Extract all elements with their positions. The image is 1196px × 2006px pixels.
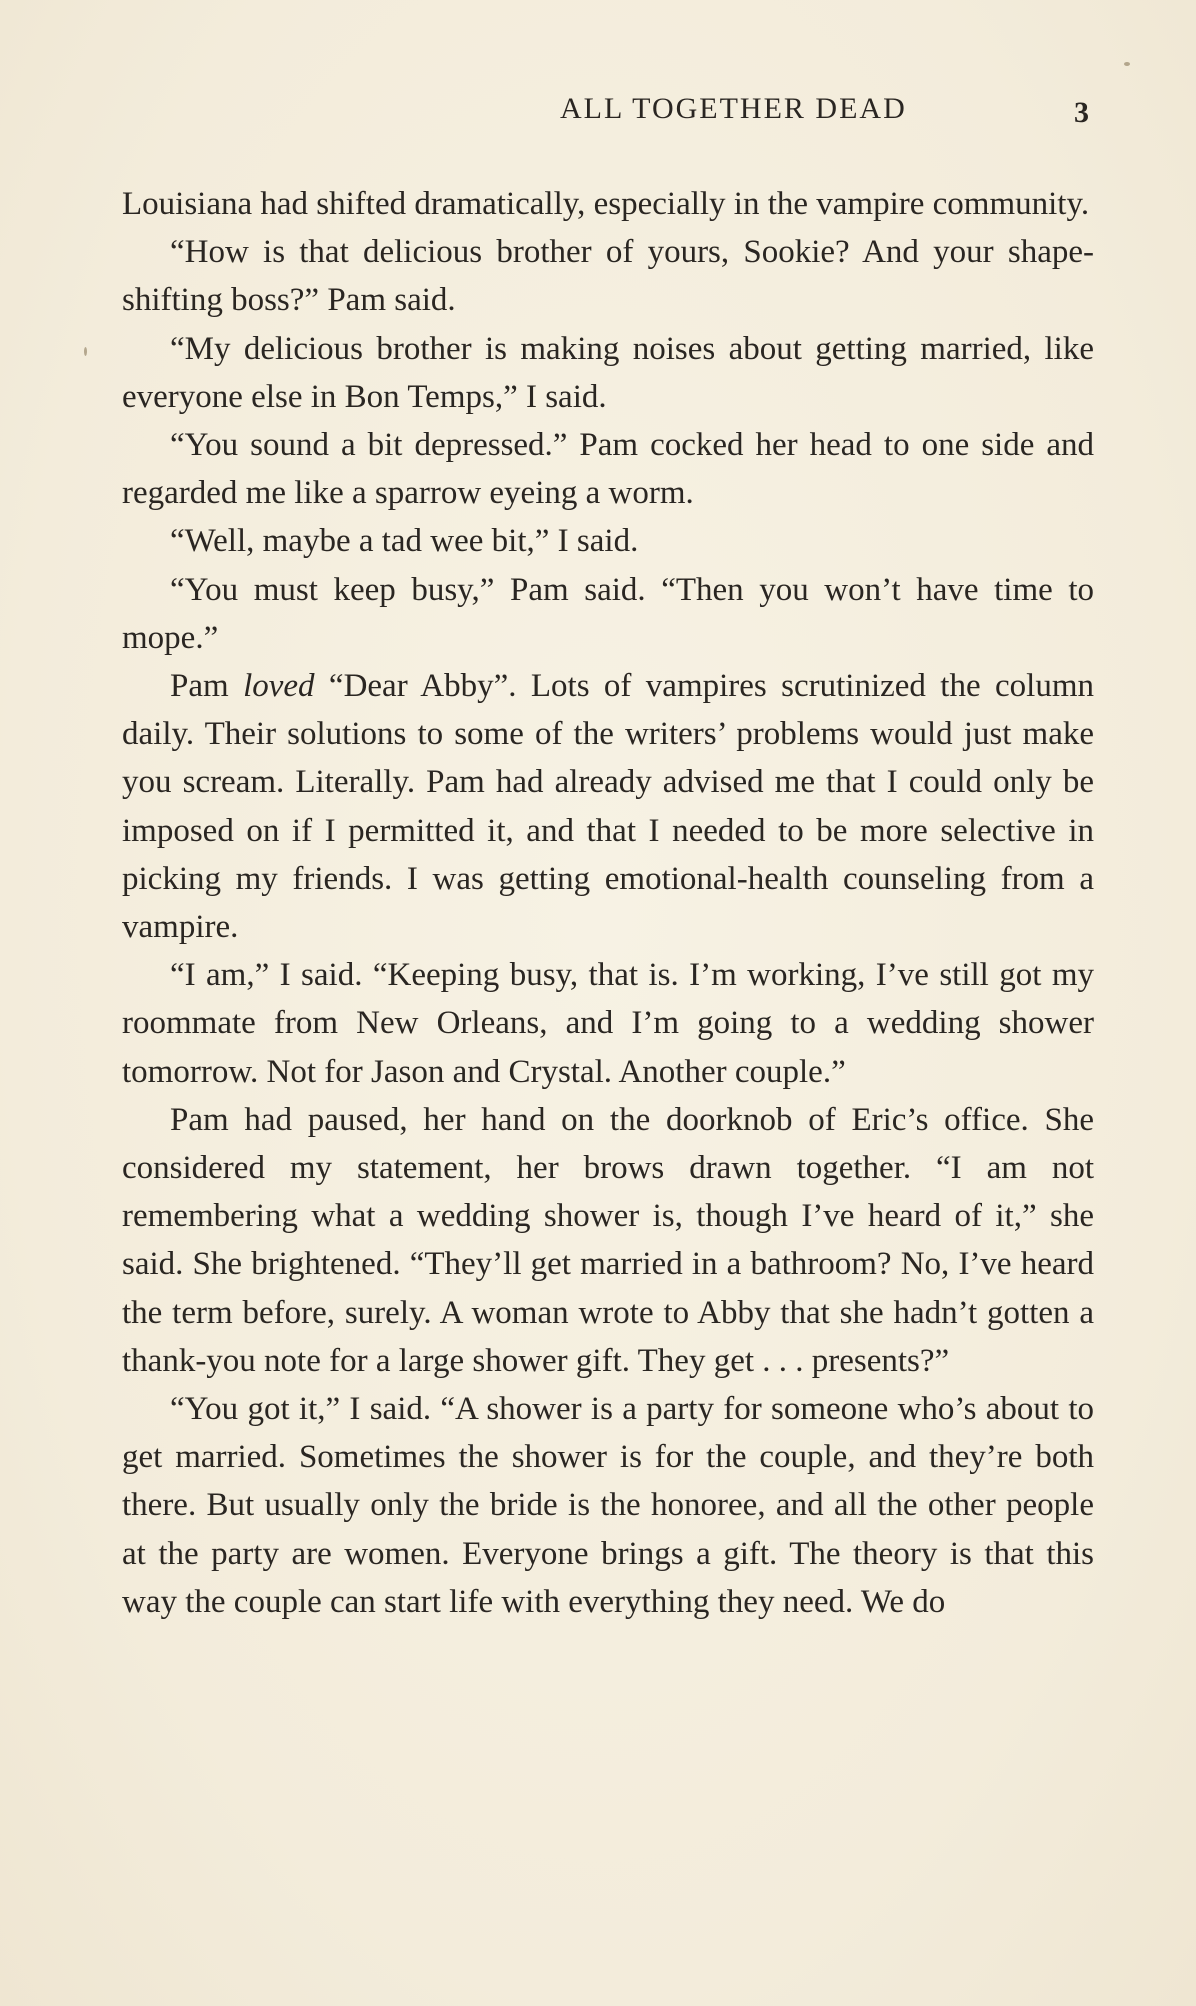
- text-run: “I am,” I said. “Keeping busy, that is. I’m working, I’ve still got my roommate from New Orleans, and I’m going to a wedding shower tomorrow. Not for Jason and Crystal. Another couple.”: [122, 957, 1094, 1090]
- paragraph: [122, 517, 1094, 565]
- paragraph: [122, 180, 1094, 228]
- italic-text: loved: [243, 668, 315, 705]
- paragraph: [122, 1385, 1094, 1626]
- text-run: Pam had paused, her hand on the doorknob of Eric’s office. She considered my statement, her brows drawn together. “I am not remembering what a wedding shower is, though I’ve heard of it,” she said. She brightened. “They’ll get married in a bathroom? No, I’ve heard the term before, surely. A woman wrote to Abby that she hadn’t gotten a thank-you note for a large shower gift. They get . . . presents?”: [122, 1101, 1094, 1379]
- text-run: “Well, maybe a tad wee bit,” I said.: [170, 523, 639, 560]
- paragraph: [122, 228, 1094, 324]
- running-head: [560, 92, 1100, 136]
- text-run: “You must keep busy,” Pam said. “Then you won’t have time to mope.”: [122, 571, 1094, 656]
- text-run: “You sound a bit depressed.” Pam cocked her head to one side and regarded me like a sparrow eyeing a worm.: [122, 427, 1094, 512]
- page-number: 3: [1074, 96, 1089, 129]
- text-run: “Dear Abby”. Lots of vampires scrutinized the column daily. Their solutions to some of the writers’ problems would just make you scream. Literally. Pam had already advised me that I could only be imposed on if I permitted it, and that I needed to be more selective in picking my friends. I was getting emotional-health counseling from a vampire.: [122, 668, 1094, 946]
- running-title: ALL TOGETHER DEAD: [560, 92, 907, 125]
- paper-speck: [84, 347, 87, 356]
- paper-speck: [1124, 62, 1130, 66]
- paragraph: [122, 325, 1094, 421]
- paragraph: [122, 662, 1094, 951]
- text-run: Louisiana had shifted dramatically, especially in the vampire community.: [122, 186, 1090, 222]
- text-run: “You got it,” I said. “A shower is a party for someone who’s about to get married. Sometimes the shower is for the couple, and they’re both there. But usually only the bride is the honoree, and all the other people at the party are women. Everyone brings a gift. The theory is that this way the couple can start life with everything they need. We do: [122, 1391, 1094, 1620]
- body-text: [122, 180, 1094, 1626]
- paragraph: [122, 951, 1094, 1096]
- text-run: Pam: [170, 668, 244, 705]
- paragraph: [122, 566, 1094, 662]
- paragraph: [122, 421, 1094, 517]
- text-run: “How is that delicious brother of yours, Sookie? And your shape-shifting boss?” Pam said.: [122, 234, 1094, 319]
- text-run: “My delicious brother is making noises about getting married, like everyone else in Bon Temps,” I said.: [122, 330, 1094, 415]
- paragraph: [122, 1096, 1094, 1385]
